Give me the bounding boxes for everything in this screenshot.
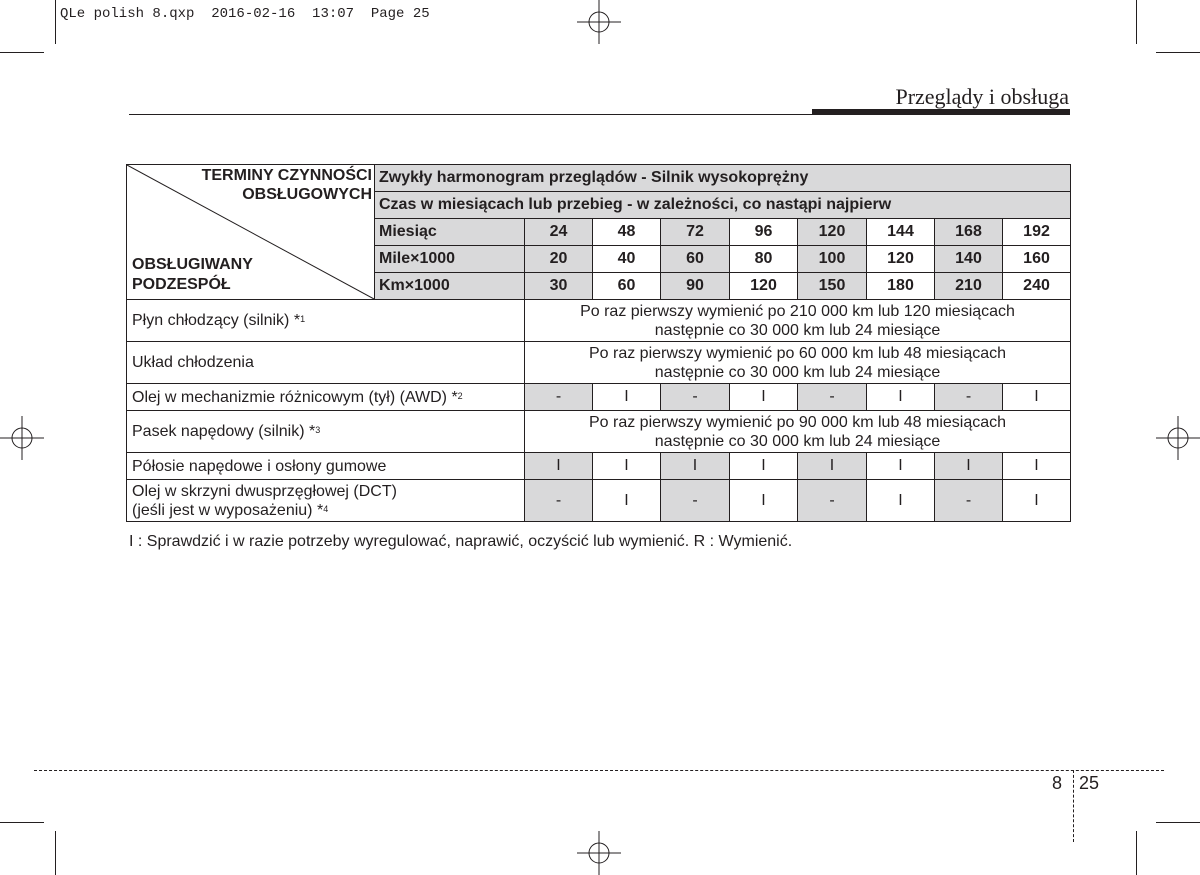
interval-cell: 48: [593, 219, 661, 246]
print-slug: QLe polish 8.qxp 2016-02-16 13:07 Page 25: [60, 6, 430, 22]
interval-cell: 192: [1003, 219, 1071, 246]
interval-cell: 20: [525, 246, 593, 273]
registration-mark-icon: [577, 831, 621, 875]
table-cell: -: [525, 480, 593, 522]
item-label-cell: [127, 411, 525, 453]
item-note-line: następnie co 30 000 km lub 24 miesiące: [654, 432, 941, 450]
row-label-miles: Mile×1000: [375, 246, 525, 273]
table-legend: I : Sprawdzić i w razie potrzeby wyregulować, naprawić, oczyścić lub wymienić. R : Wymienić.: [129, 533, 793, 550]
table-cell: I: [867, 384, 935, 411]
row-label-km: Km×1000: [375, 273, 525, 300]
table-row: [127, 453, 1071, 480]
row-label-months: Miesiąc: [375, 219, 525, 246]
interval-cell: 72: [661, 219, 730, 246]
header-rule: [129, 114, 812, 115]
table-cell: -: [798, 480, 867, 522]
interval-cell: 120: [730, 273, 798, 300]
interval-cell: 240: [1003, 273, 1071, 300]
footnote-marker: 1: [300, 314, 306, 324]
item-note-cell: [525, 411, 1071, 453]
maintenance-schedule-table: [126, 164, 1071, 522]
table-cell: -: [661, 480, 730, 522]
table-cell: I: [730, 480, 798, 522]
footnote-marker: 2: [457, 390, 463, 401]
item-note-cell: [525, 342, 1071, 384]
table-cell: I: [730, 384, 798, 411]
interval-cell: 40: [593, 246, 661, 273]
table-cell: I: [867, 480, 935, 522]
table-cell: I: [730, 453, 798, 480]
corner-top-line: TERMINY CZYNNOŚCI: [201, 167, 372, 184]
header-rule-thick: [812, 109, 1070, 115]
interval-cell: 160: [1003, 246, 1071, 273]
corner-top-line: OBSŁUGOWYCH: [242, 186, 372, 203]
corner-bottom-label: [132, 255, 253, 295]
corner-bottom-line: PODZESPÓŁ: [132, 276, 231, 293]
item-note-line: Po raz pierwszy wymienić po 60 000 km lub 48 miesiącach: [588, 344, 1007, 362]
interval-cell: 168: [935, 219, 1003, 246]
table-cell: I: [593, 384, 661, 411]
interval-cell: 60: [593, 273, 661, 300]
footer-divider: [34, 770, 1164, 771]
interval-cell: 90: [661, 273, 730, 300]
item-label-cell: [127, 480, 525, 522]
registration-mark-icon: [577, 0, 621, 44]
table-cell: I: [593, 480, 661, 522]
crop-mark: [1136, 0, 1137, 44]
crop-mark: [0, 822, 44, 823]
table-cell: I: [1003, 384, 1071, 411]
table-cell: I: [593, 453, 661, 480]
schedule-title-cell: Zwykły harmonogram przeglądów - Silnik wysokoprężny: [375, 165, 1071, 192]
interval-cell: 80: [730, 246, 798, 273]
item-label-cell: [127, 453, 525, 480]
registration-mark-icon: [0, 416, 44, 460]
item-note-line: następnie co 30 000 km lub 24 miesiące: [654, 321, 941, 339]
item-label-cell: [127, 300, 525, 342]
item-note-line: następnie co 30 000 km lub 24 miesiące: [654, 363, 941, 381]
table-cell: I: [525, 453, 593, 480]
interval-cell: 144: [867, 219, 935, 246]
registration-mark-icon: [1156, 416, 1200, 460]
corner-top-label: [202, 166, 372, 204]
footer-divider-vertical: [1073, 770, 1074, 842]
section-title: Przeglądy i obsługa: [895, 84, 1069, 109]
item-note-line: Po raz pierwszy wymienić po 90 000 km lub 48 miesiącach: [588, 413, 1007, 431]
chapter-number: 8: [1052, 773, 1063, 793]
interval-cell: 210: [935, 273, 1003, 300]
interval-cell: 30: [525, 273, 593, 300]
crop-mark: [0, 52, 44, 53]
item-note-cell: [525, 300, 1071, 342]
table-cell: -: [935, 384, 1003, 411]
table-corner-header: [127, 165, 375, 300]
item-label-cell: [127, 384, 525, 411]
table-cell: -: [525, 384, 593, 411]
table-cell: I: [1003, 480, 1071, 522]
table-cell: -: [798, 384, 867, 411]
item-label: Układ chłodzenia: [132, 354, 254, 371]
interval-cell: 96: [730, 219, 798, 246]
corner-bottom-line: OBSŁUGIWANY: [132, 256, 253, 273]
interval-cell: 100: [798, 246, 867, 273]
item-label-cell: [127, 342, 525, 384]
table-cell: -: [661, 384, 730, 411]
table-row: [127, 411, 1071, 453]
crop-mark: [1156, 822, 1200, 823]
table-row: [127, 480, 1071, 522]
item-label: (jeśli jest w wyposażeniu) *: [132, 501, 324, 519]
crop-mark: [1136, 831, 1137, 875]
item-label: Płyn chłodzący (silnik) *: [132, 312, 301, 329]
crop-mark: [55, 831, 56, 875]
footnote-marker: 3: [315, 425, 321, 435]
item-label: Olej w skrzyni dwusprzęgłowej (DCT): [132, 482, 397, 500]
interval-cell: 60: [661, 246, 730, 273]
interval-cell: 24: [525, 219, 593, 246]
table-cell: I: [1003, 453, 1071, 480]
item-label: Pasek napędowy (silnik) *: [132, 423, 316, 440]
interval-cell: 120: [798, 219, 867, 246]
crop-mark: [55, 0, 56, 44]
interval-cell: 140: [935, 246, 1003, 273]
item-label: Półosie napędowe i osłony gumowe: [132, 457, 387, 475]
crop-mark: [1156, 52, 1200, 53]
page-number: 25: [1079, 773, 1100, 793]
interval-cell: 150: [798, 273, 867, 300]
interval-cell: 180: [867, 273, 935, 300]
table-row: [127, 342, 1071, 384]
item-label: Olej w mechanizmie różnicowym (tył) (AWD) *: [132, 388, 458, 406]
table-cell: I: [935, 453, 1003, 480]
table-cell: -: [935, 480, 1003, 522]
table-cell: I: [867, 453, 935, 480]
table-row: [127, 300, 1071, 342]
footnote-marker: 4: [323, 503, 329, 514]
item-note-line: Po raz pierwszy wymienić po 210 000 km lub 120 miesiącach: [580, 302, 1015, 320]
table-cell: I: [661, 453, 730, 480]
interval-cell: 120: [867, 246, 935, 273]
interval-title-cell: Czas w miesiącach lub przebieg - w zależności, co nastąpi najpierw: [375, 192, 1071, 219]
table-row: [127, 384, 1071, 411]
table-cell: I: [798, 453, 867, 480]
